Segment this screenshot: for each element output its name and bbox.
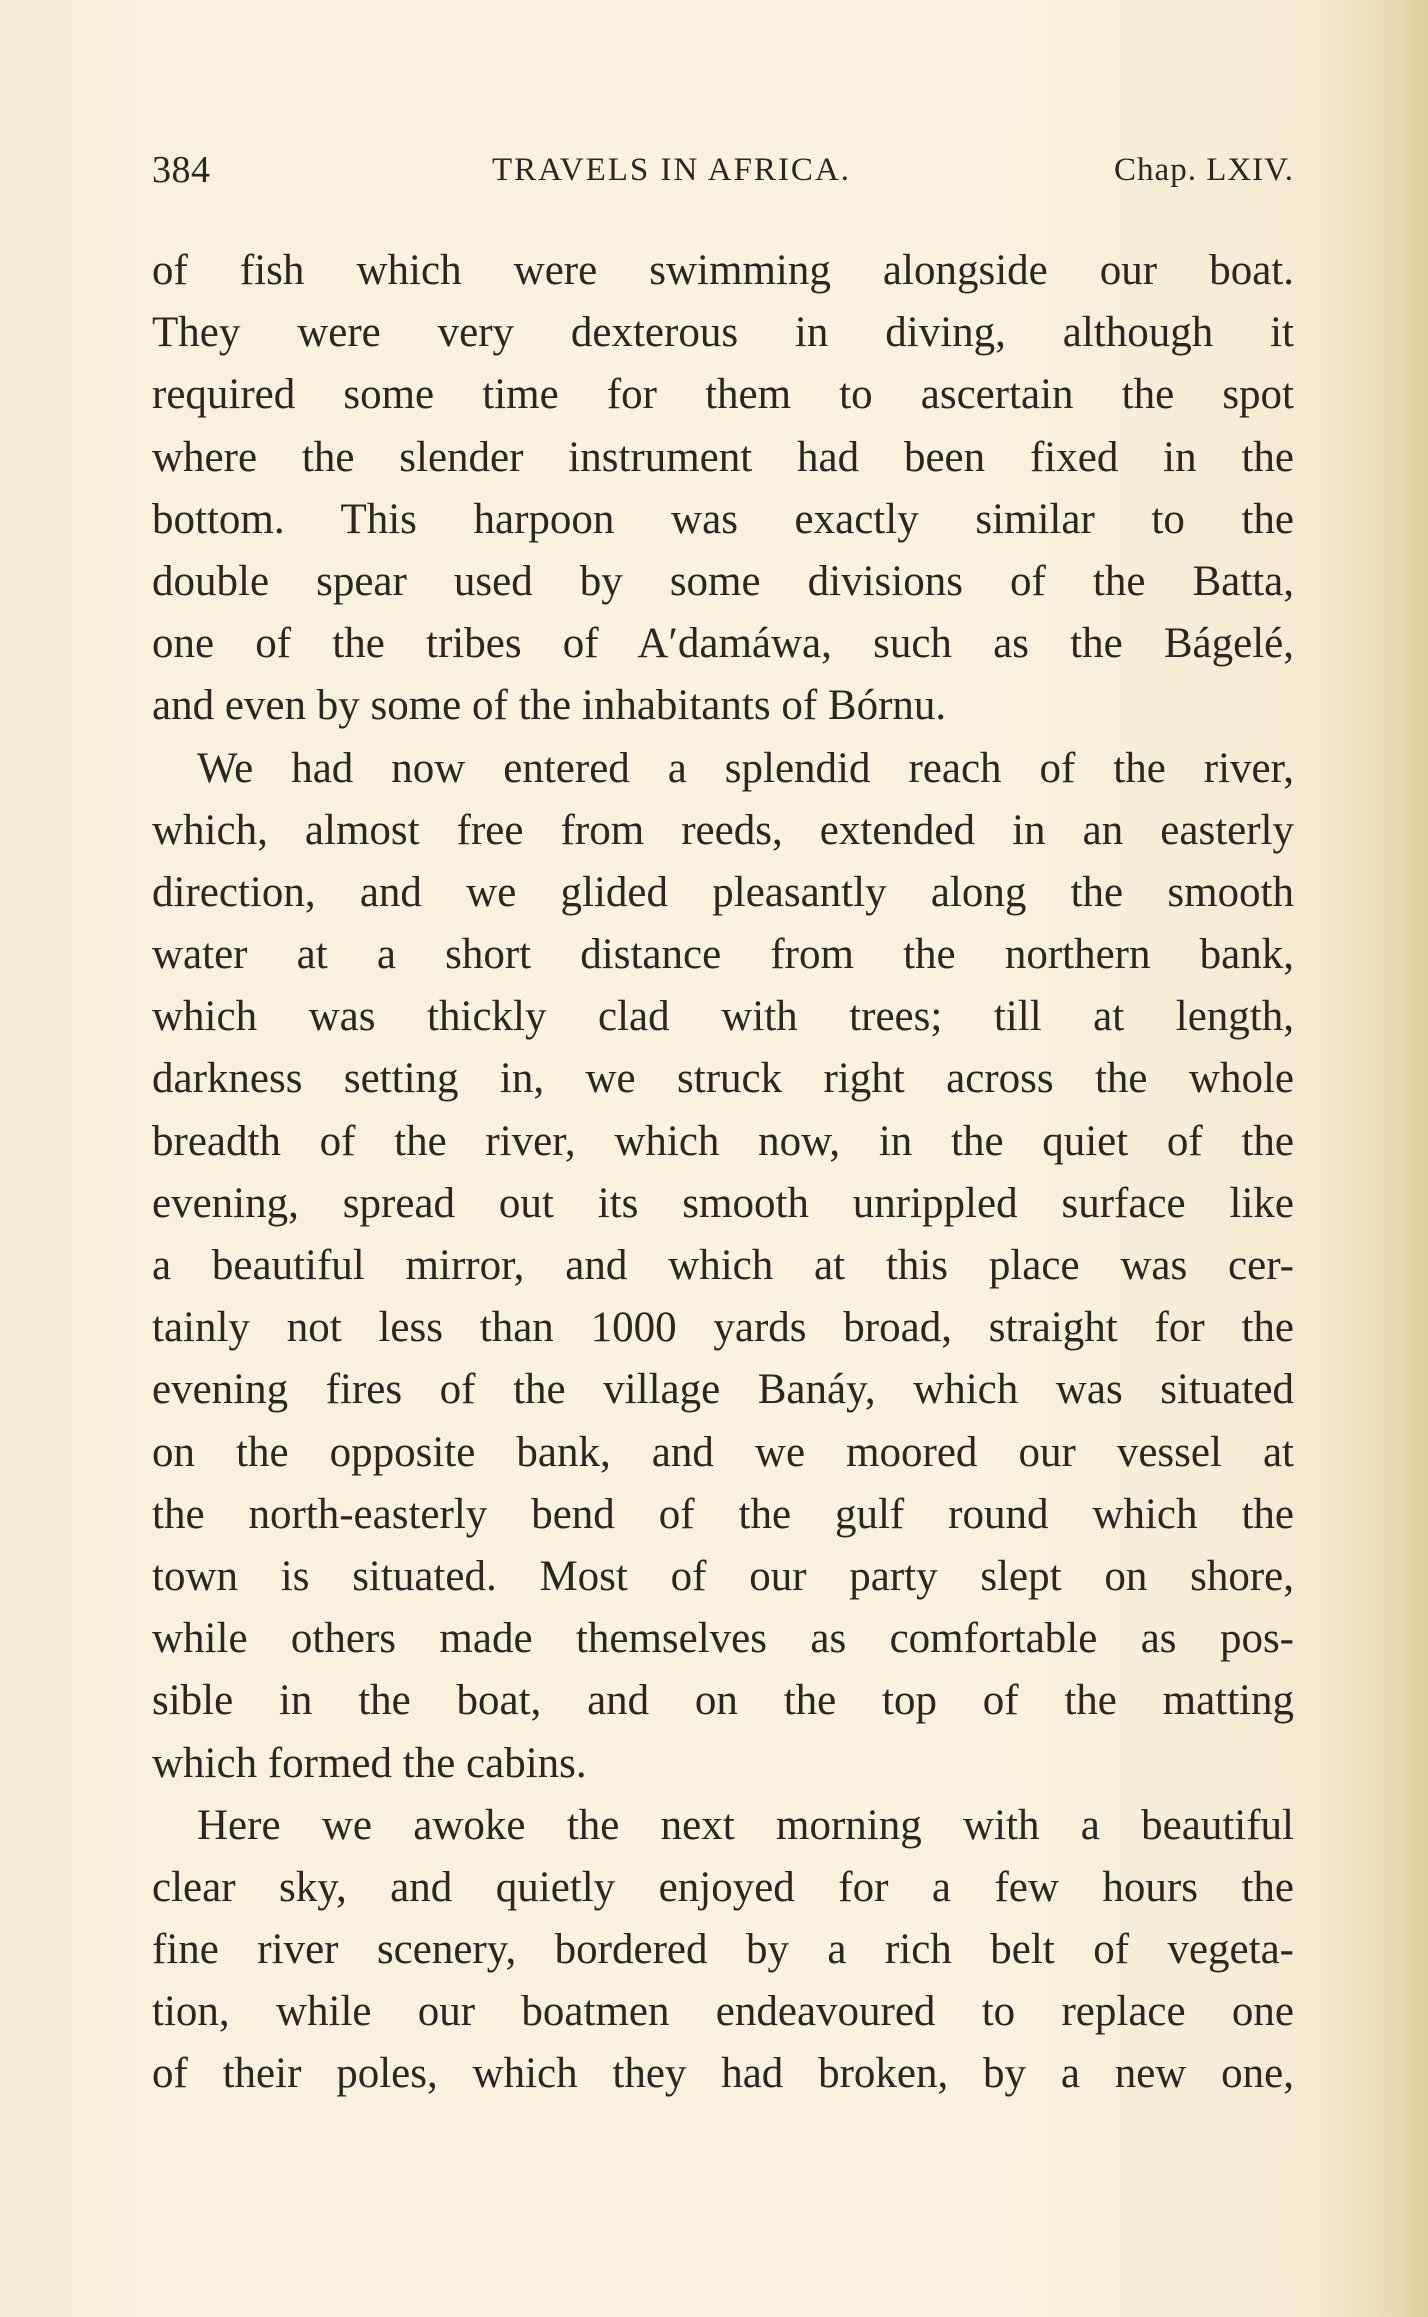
- text-line: direction, and we glided pleasantly along the smooth: [152, 868, 1294, 916]
- text-line: where the slender instrument had been fixed in the: [152, 433, 1294, 481]
- text-line: on the opposite bank, and we moored our vessel at: [152, 1428, 1294, 1476]
- text-line: water at a short distance from the northern bank,: [152, 931, 1294, 979]
- running-title: TRAVELS IN AFRICA.: [492, 152, 852, 188]
- page-header: [152, 148, 1294, 198]
- chapter-reference: Chap. LXIV.: [1114, 152, 1294, 188]
- body-text: [152, 240, 1294, 2106]
- text-line: breadth of the river, which now, in the quiet of the: [152, 1117, 1294, 1165]
- text-line: required some time for them to ascertain the spot: [152, 371, 1294, 419]
- text-line: tion, while our boatmen endeavoured to replace one: [152, 1988, 1294, 2036]
- text-line: double spear used by some divisions of the Batta,: [152, 557, 1294, 605]
- text-line: of their poles, which they had broken, by a new one,: [152, 2050, 1294, 2098]
- text-line: They were very dexterous in diving, although it: [152, 309, 1294, 357]
- text-line: which, almost free from reeds, extended in an easterly: [152, 806, 1294, 854]
- text-line: which formed the cabins.: [152, 1739, 587, 1787]
- text-line: evening, spread out its smooth unrippled surface like: [152, 1179, 1294, 1227]
- text-line: tainly not less than 1000 yards broad, straight for the: [152, 1304, 1294, 1352]
- text-line: evening fires of the village Banáy, which was situated: [152, 1366, 1294, 1414]
- text-line: which was thickly clad with trees; till at length,: [152, 993, 1294, 1041]
- text-line: and even by some of the inhabitants of Bórnu.: [152, 682, 947, 730]
- text-line: while others made themselves as comfortable as pos-: [152, 1615, 1294, 1663]
- text-line: sible in the boat, and on the top of the matting: [152, 1677, 1294, 1725]
- text-line: a beautiful mirror, and which at this place was cer-: [152, 1242, 1294, 1289]
- text-line: clear sky, and quietly enjoyed for a few hours the: [152, 1863, 1294, 1911]
- text-line: one of the tribes of A′damáwa, such as the Bágelé,: [152, 620, 1294, 668]
- text-line: bottom. This harpoon was exactly similar to the: [152, 495, 1294, 543]
- text-line: darkness setting in, we struck right across the whole: [152, 1055, 1294, 1103]
- text-line: fine river scenery, bordered by a rich belt of vegeta-: [152, 1926, 1294, 1974]
- text-line: We had now entered a splendid reach of the river,: [197, 744, 1294, 792]
- text-line: Here we awoke the next morning with a beautiful: [197, 1801, 1294, 1849]
- page-number: 384: [152, 149, 211, 191]
- text-line: the north-easterly bend of the gulf round which the: [152, 1490, 1294, 1538]
- text-line: of fish which were swimming alongside our boat.: [152, 247, 1294, 294]
- text-line: town is situated. Most of our party slept on shore,: [152, 1552, 1294, 1600]
